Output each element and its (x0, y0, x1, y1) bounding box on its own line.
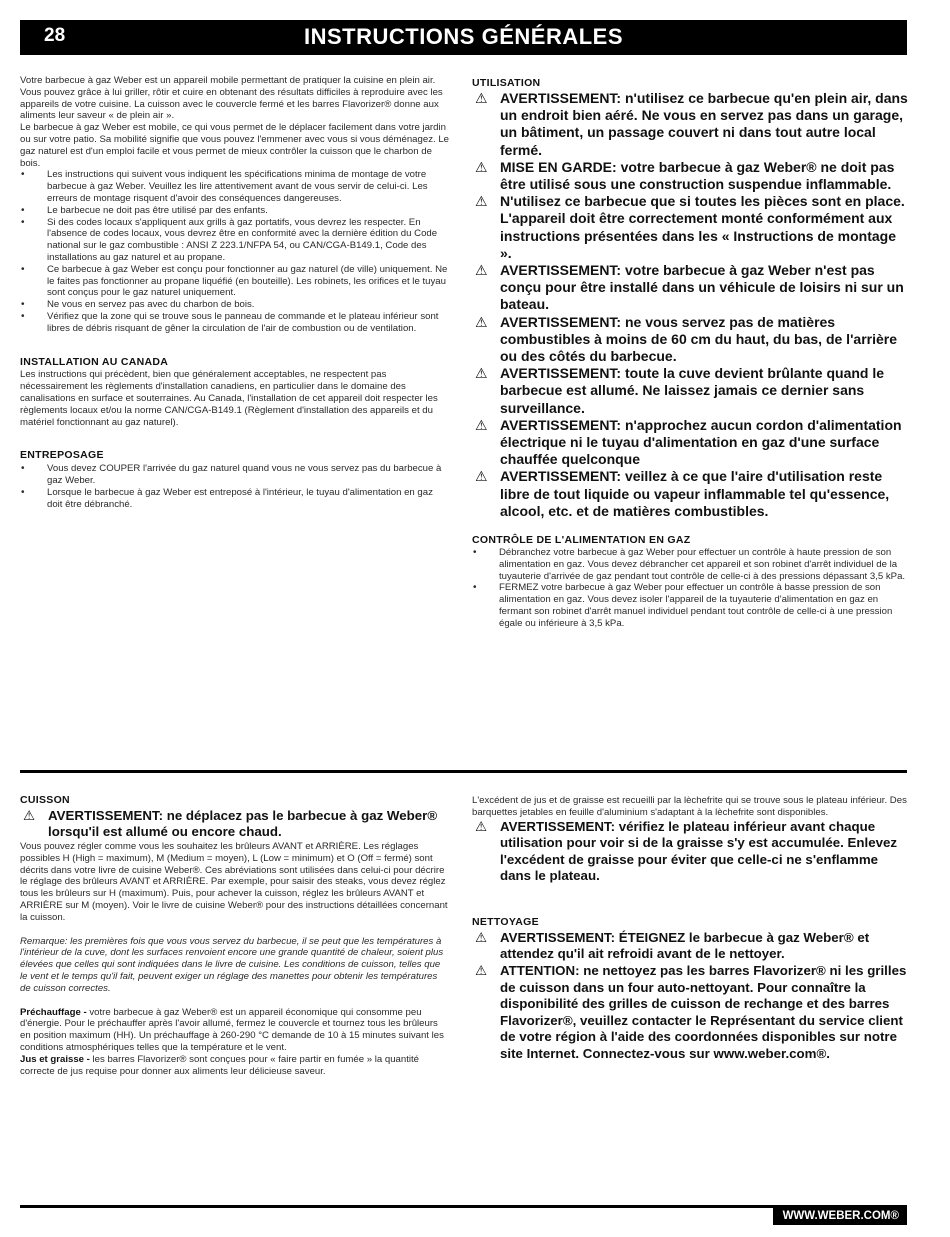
warning-item (20, 808, 450, 841)
warning-item (472, 819, 908, 885)
storage-bullet-list (20, 463, 450, 510)
cleaning-heading: NETTOYAGE (472, 915, 539, 928)
remark-paragraph: Remarque: les premières fois que vous vous servez du barbecue, il se peut que les températures à l'intérieur de la cuve, dont les surfaces renvoient encore une grande quantité de chaleur, soient plus élevées que celles qui sont indiquées dans le livre de cuisine. Les conditions de cuisson, telles que le vent et le temps qu'il fait, peuvent exiger un réglage des manettes pour obtenir les températures de cuisson correctes. (20, 935, 444, 994)
warning-triangle-icon: ⚠ (475, 158, 488, 175)
cooking-paragraph: Vous pouvez régler comme vous les souhaitez les brûleurs AVANT et ARRIÈRE. Les réglages possibles H (High = maximum), M (Medium = moyen), L (Low = minimum) et O (Off = fermé) sont décrits dans votre livre de cuisine Weber®. Ces abréviations sont utilisées dans celui-ci pour décrire le réglage des brûleurs AVANT et ARRIÈRE. Par exemple, pour saisir des steaks, vous devez réglez tous les brûleurs sur H (maximum). Puis, pour achever la cuisson, réglez les brûleurs AVANT et ARRIÈRE sur M (moyen). Voir le livre de cuisine Weber® pour des instructions détaillées concernant la cuisson. (20, 840, 448, 923)
warning-item (472, 963, 908, 1063)
warning-triangle-icon: ⚠ (475, 313, 488, 330)
warning-item (472, 90, 908, 159)
list-item: • Ce barbecue à gaz Weber est conçu pour fonctionner au gaz naturel (de ville) uniquement. Ne le faites pas fonctionner au propane liquéfié (en bouteille). Les robinets, les orifices et le tuyau sont conçus pour le gaz naturel uniquement. (47, 264, 450, 299)
warning-text: AVERTISSEMENT: ÉTEIGNEZ le barbecue à gaz Weber® et attendez qu'il ait refroidi avant de le nettoyer. (500, 929, 870, 962)
top-left-column (20, 75, 450, 510)
juice-label: Jus et graisse - (20, 1053, 90, 1065)
warning-item (472, 365, 908, 417)
warning-text: ATTENTION: ne nettoyez pas les barres Flavorizer® ni les grilles de cuisson dans un four auto-nettoyant. Pour connaître la disponibilité des grilles de cuisson de rechange et des barres Flavorizer®, veuillez contacter le Représentant du service client de votre région à l'aide des coordonnées disponibles sur notre site Internet. Connectez-vous sur www.weber.com®. (500, 962, 907, 1061)
canada-paragraph: Les instructions qui précèdent, bien que généralement acceptables, ne respectent pas nécessairement les règlements d'installation canadiens, en particulier dans le domaine des canalisations en surface et souterraines. Au Canada, l'installation de cet appareil doit respecter les règlements locaux et/ou la norme CAN/CGA-B149.1 (Règlement d'installation des appareils et du matériel fonctionnant au gaz naturel). (20, 369, 438, 428)
warning-triangle-icon: ⚠ (475, 262, 488, 279)
bottom-left-column (20, 795, 450, 1077)
list-item: • Si des codes locaux s'appliquent aux grills à gaz portatifs, vous devrez les respecter. En l'absence de codes locaux, vous devrez être en conformité avec la dernière édition du Code national sur le gaz combustible : ANSI Z 223.1/NFPA 54, ou CAN/CGA-B149.1, Code des installations au gaz naturel et au propane. (47, 217, 450, 264)
warning-triangle-icon: ⚠ (475, 818, 487, 834)
warning-item (472, 468, 908, 520)
intro-paragraph-1: Votre barbecue à gaz Weber est un appareil mobile permettant de pratiquer la cuisine en plein air. Vous pouvez grâce à lui griller, rôtir et cuire en obtenant des résultats difficiles à reproduire avec les appareils de votre cuisine. La cuisson avec le couvercle fermé et les barres Flavorizer® donne aux aliments leur saveur « de plein air ». (20, 75, 443, 122)
warning-text: AVERTISSEMENT: toute la cuve devient brûlante quand le barbecue est allumé. Ne laissez jamais ce dernier sans surveillance. (500, 365, 885, 416)
juice-paragraph (20, 1054, 450, 1078)
warning-triangle-icon: ⚠ (475, 468, 488, 485)
warning-triangle-icon: ⚠ (23, 807, 35, 823)
footer-url: WWW.WEBER.COM® (773, 1207, 907, 1225)
list-item: • Débranchez votre barbecue à gaz Weber pour effectuer un contrôle à haute pression de son alimentation en gaz. Vous devez débrancher cet appareil et son robinet d'arrêt individuel de la tuyauterie d'arrivée de gaz pendant tout contrôle de celle-ci à des pressions dépassant 3,5 kPa. (499, 547, 908, 582)
warning-triangle-icon: ⚠ (475, 365, 488, 382)
list-item: • Les instructions qui suivent vous indiquent les spécifications minima de montage de votre barbecue à gaz Weber. Veuillez les lire attentivement avant de vous servir de celui-ci. Les erreurs de montage risquent d'avoir des conséquences dangereuses. (47, 169, 450, 204)
warning-text: AVERTISSEMENT: n'utilisez ce barbecue qu'en plein air, dans un endroit bien aéré. Ne vous en servez pas dans un garage, un bâtiment, un passage couvert ni dans tout autre local fermé. (500, 90, 908, 158)
warning-triangle-icon: ⚠ (475, 193, 488, 210)
warning-text: AVERTISSEMENT: votre barbecue à gaz Weber n'est pas conçu pour être installé dans un véhicule de loisirs ni sur un bateau. (500, 262, 904, 313)
gas-bullet-list (472, 547, 908, 630)
preheat-paragraph (20, 1007, 450, 1054)
intro-paragraph-2: Le barbecue à gaz Weber est mobile, ce qui vous permet de le déplacer facilement dans votre jardin ou sur votre patio. Sa mobilité signifie que vous pouvez l'emmener avec vous si vous déménagez. Le gaz naturel est d'un emploi facile et vous permet de mieux contrôler la cuisson que le charbon de bois. (20, 122, 449, 169)
warning-item (472, 314, 908, 366)
list-item: • Lorsque le barbecue à gaz Weber est entreposé à l'intérieur, le tuyau d'alimentation en gaz doit être débranché. (47, 487, 450, 511)
juice-text: les barres Flavorizer® sont conçues pour « faire partir en fumée » la quantité correcte de jus requise pour donner aux aliments leur délicieuse saveur. (20, 1053, 420, 1077)
bottom-right-column (472, 795, 908, 1063)
cooking-heading: CUISSON (20, 794, 70, 806)
warning-item (472, 159, 908, 193)
page-header (20, 20, 907, 55)
preheat-label: Préchauffage - (20, 1006, 87, 1018)
top-right-column (472, 77, 908, 630)
warning-item (472, 193, 908, 262)
warning-text: AVERTISSEMENT: ne déplacez pas le barbecue à gaz Weber® lorsqu'il est allumé ou encore chaud. (48, 807, 438, 840)
list-item: • Vérifiez que la zone qui se trouve sous le panneau de commande et le plateau inférieur sont libres de débris risquant de gêner la circulation de l'air de combustion ou de ventilation. (47, 311, 450, 335)
gas-control-heading: CONTRÔLE DE L'ALIMENTATION EN GAZ (472, 534, 691, 547)
preheat-text: votre barbecue à gaz Weber® est un appareil économique qui consomme peu d'énergie. Pour le préchauffer après l'avoir allumé, fermez le couvercle et tournez tous les brûleurs en position maximum (HH). Un préchauffage à 260-290 °C demande de 10 à 15 minutes suivant les conditions atmosphériques telles que la température et le vent. (20, 1006, 444, 1053)
list-item: • Vous devez COUPER l'arrivée du gaz naturel quand vous ne vous servez pas du barbecue à gaz Weber. (47, 463, 450, 487)
list-item: • FERMEZ votre barbecue à gaz Weber pour effectuer un contrôle à basse pression de son alimentation en gaz. Vous devez isoler l'appareil de la tuyauterie d'alimentation en gaz en fermant son robinet d'arrêt manuel individuel pendant tout contrôle de celle-ci à une pression égale ou inférieure à 3,5 kPa. (499, 582, 908, 629)
excess-grease-paragraph: L'excédent de jus et de graisse est recueilli par la lèchefrite qui se trouve sous le plateau inférieur. Des barquettes jetables en feuille d'aluminium s'adaptant à la lèchefrite sont disponibles. (472, 795, 907, 818)
storage-heading: ENTREPOSAGE (20, 449, 104, 462)
canada-heading: INSTALLATION AU CANADA (20, 355, 169, 368)
warning-text: AVERTISSEMENT: veillez à ce que l'aire d'utilisation reste libre de tout liquide ou vapeur inflammable tel qu'essence, alcool, etc. et de matières combustibles. (500, 468, 890, 519)
warning-triangle-icon: ⚠ (475, 962, 487, 978)
warning-text: AVERTISSEMENT: n'approchez aucun cordon d'alimentation électrique ni le tuyau d'alimentation en gaz d'une surface chauffée quelconque (500, 416, 902, 468)
intro-bullet-list (20, 169, 450, 334)
warning-text: AVERTISSEMENT: vérifiez le plateau inférieur avant chaque utilisation pour voir si de la graisse s'y est accumulée. Enlevez l'excédent de graisse pour éviter que celle-ci ne s'enflamme dans le plateau. (500, 818, 898, 884)
warning-triangle-icon: ⚠ (475, 416, 488, 433)
list-item: • Ne vous en servez pas avec du charbon de bois. (47, 299, 450, 311)
use-heading: UTILISATION (472, 77, 541, 89)
warning-triangle-icon: ⚠ (475, 90, 488, 106)
warning-triangle-icon: ⚠ (475, 929, 487, 945)
warning-text: N'utilisez ce barbecue que si toutes les pièces sont en place. L'appareil doit être correctement monté conformément aux instructions présentées dans les « Instructions de montage ». (500, 193, 905, 261)
warning-item (472, 930, 908, 963)
warning-text: MISE EN GARDE: votre barbecue à gaz Weber® ne doit pas être utilisé sous une construction suspendue inflammable. (500, 158, 895, 193)
page-title: INSTRUCTIONS GÉNÉRALES (303, 24, 624, 49)
warning-text: AVERTISSEMENT: ne vous servez pas de matières combustibles à moins de 60 cm du haut, du bas, de l'arrière ou des côtés du barbecue. (500, 313, 897, 365)
warning-item (472, 417, 908, 469)
page-number: 28 (44, 25, 66, 46)
warning-item (472, 262, 908, 314)
list-item: • Le barbecue ne doit pas être utilisé par des enfants. (47, 205, 450, 217)
section-divider (20, 770, 907, 773)
